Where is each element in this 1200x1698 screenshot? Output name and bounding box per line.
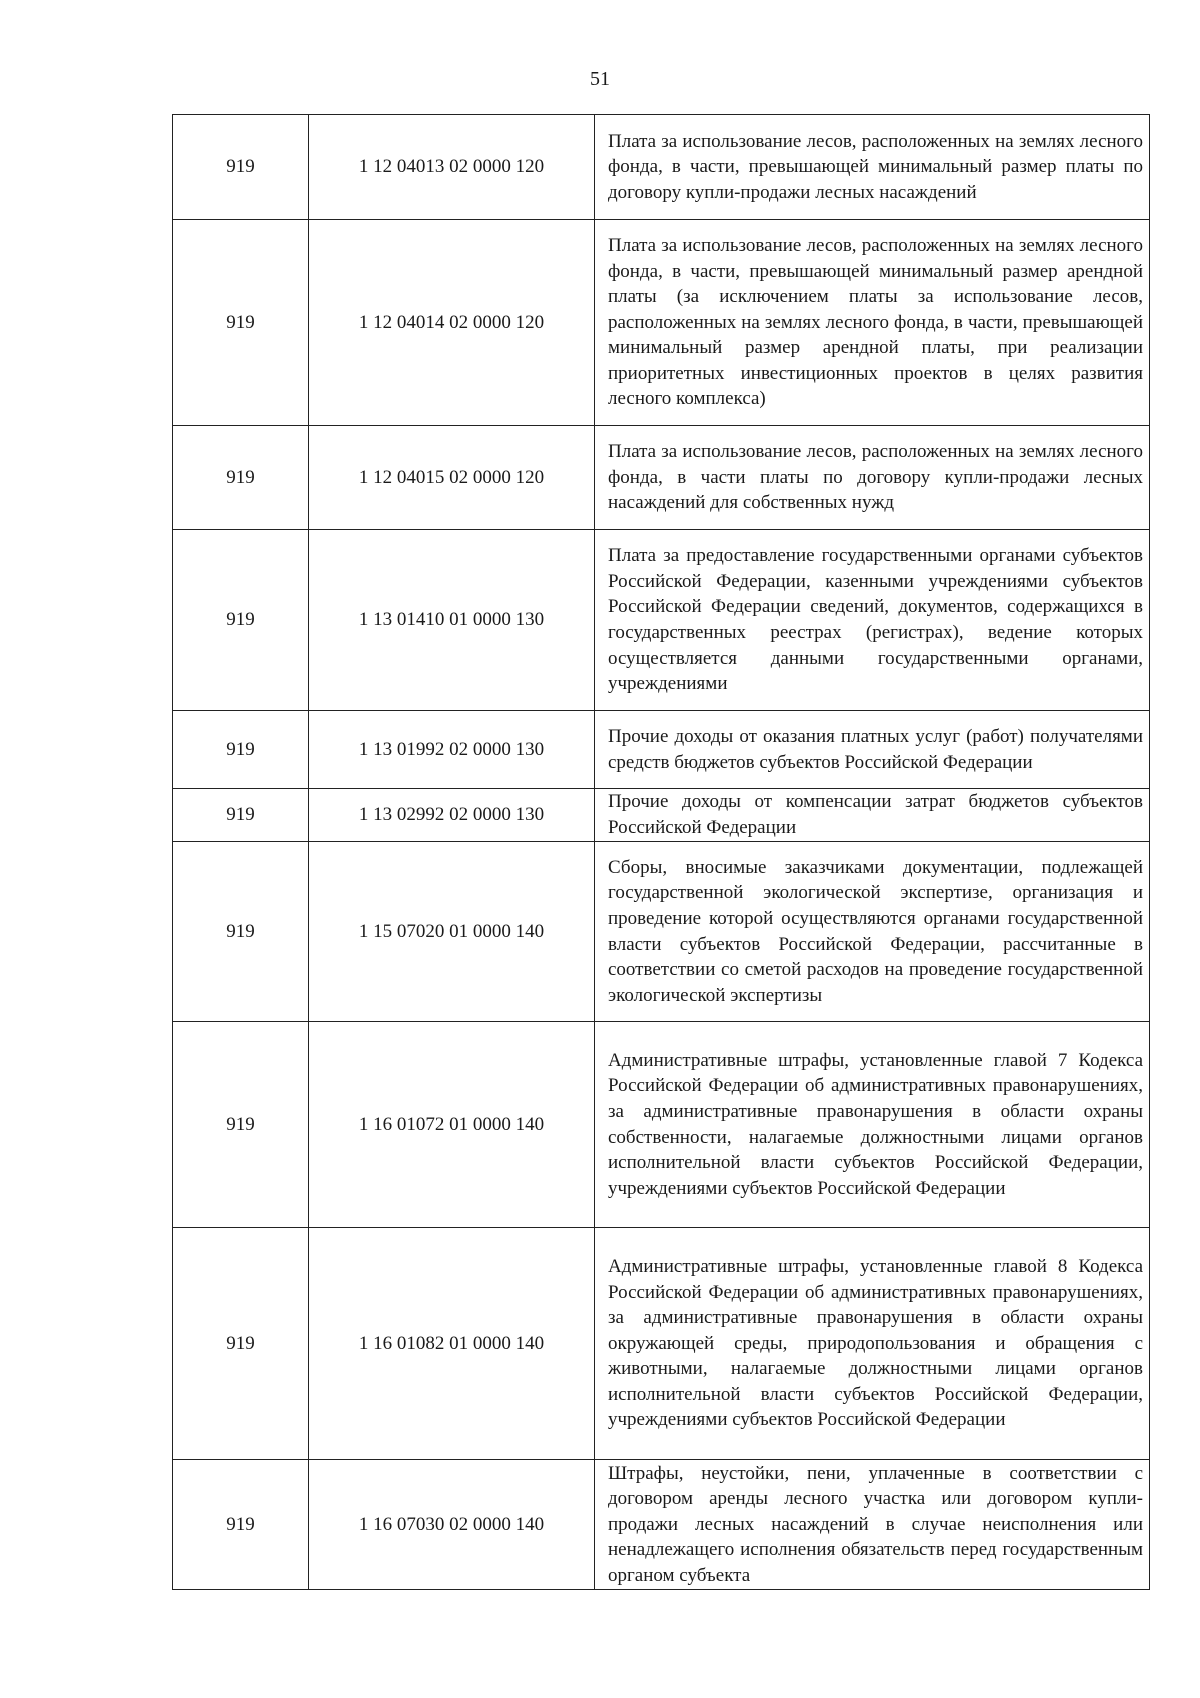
budget-code-cell: 1 12 04013 02 0000 120 — [309, 115, 595, 220]
table-row — [173, 530, 1150, 711]
table-row — [173, 115, 1150, 220]
page-number: 51 — [590, 68, 610, 90]
budget-code-cell: 1 13 01992 02 0000 130 — [309, 711, 595, 789]
description-cell: Плата за использование лесов, расположенных на землях лесного фонда, в части, превышающей минимальный размер арендной платы (за исключением платы за использование лесов, расположенных на землях лесного фонда, в части, превышающей минимальный размер арендной платы, при реализации приоритетных инвестиционных проектов в целях развития лесного комплекса) — [595, 220, 1150, 426]
admin-code-cell: 919 — [173, 1228, 309, 1460]
description-cell: Штрафы, неустойки, пени, уплаченные в соответствии с договором аренды лесного участка или договором купли-продажи лесных насаждений в случае неисполнения или ненадлежащего исполнения обязательств перед государственным органом субъекта — [595, 1460, 1150, 1590]
table-row — [173, 426, 1150, 530]
description-cell: Плата за использование лесов, расположенных на землях лесного фонда, в части платы по договору купли-продажи лесных насаждений для собственных нужд — [595, 426, 1150, 530]
description-cell: Административные штрафы, установленные главой 8 Кодекса Российской Федерации об административных правонарушениях, за административные правонарушения в области охраны окружающей среды, природопользования и обращения с животными, налагаемые должностными лицами органов исполнительной власти субъектов Российской Федерации, учреждениями субъектов Российской Федерации — [595, 1228, 1150, 1460]
budget-code-cell: 1 12 04015 02 0000 120 — [309, 426, 595, 530]
admin-code-cell: 919 — [173, 426, 309, 530]
description-cell: Сборы, вносимые заказчиками документации, подлежащей государственной экологической экспертизе, организация и проведение которой осуществляются органами государственной власти субъектов Российской Федерации, рассчитанные в соответствии со сметой расходов на проведение государственной экологической экспертизы — [595, 842, 1150, 1022]
admin-code-cell: 919 — [173, 115, 309, 220]
description-cell: Административные штрафы, установленные главой 7 Кодекса Российской Федерации об административных правонарушениях, за административные правонарушения в области охраны собственности, налагаемые должностными лицами органов исполнительной власти субъектов Российской Федерации, учреждениями субъектов Российской Федерации — [595, 1022, 1150, 1228]
table-row — [173, 711, 1150, 789]
table-row — [173, 220, 1150, 426]
table-row — [173, 842, 1150, 1022]
description-cell: Прочие доходы от компенсации затрат бюджетов субъектов Российской Федерации — [595, 789, 1150, 842]
admin-code-cell: 919 — [173, 789, 309, 842]
budget-code-cell: 1 15 07020 01 0000 140 — [309, 842, 595, 1022]
budget-code-cell: 1 16 01082 01 0000 140 — [309, 1228, 595, 1460]
budget-code-cell: 1 13 01410 01 0000 130 — [309, 530, 595, 711]
description-cell: Плата за использование лесов, расположенных на землях лесного фонда, в части, превышающей минимальный размер платы по договору купли-продажи лесных насаждений — [595, 115, 1150, 220]
table-row — [173, 789, 1150, 842]
admin-code-cell: 919 — [173, 1022, 309, 1228]
admin-code-cell: 919 — [173, 1460, 309, 1590]
table-row — [173, 1228, 1150, 1460]
table-row — [173, 1460, 1150, 1590]
admin-code-cell: 919 — [173, 711, 309, 789]
revenue-codes-table — [172, 114, 1150, 1590]
budget-code-cell: 1 16 01072 01 0000 140 — [309, 1022, 595, 1228]
description-cell: Плата за предоставление государственными органами субъектов Российской Федерации, казенными учреждениями субъектов Российской Федерации сведений, документов, содержащихся в государственных реестрах (регистрах), ведение которых осуществляется данными государственными органами, учреждениями — [595, 530, 1150, 711]
budget-code-cell: 1 16 07030 02 0000 140 — [309, 1460, 595, 1590]
budget-code-cell: 1 12 04014 02 0000 120 — [309, 220, 595, 426]
description-cell: Прочие доходы от оказания платных услуг (работ) получателями средств бюджетов субъектов Российской Федерации — [595, 711, 1150, 789]
table-row — [173, 1022, 1150, 1228]
budget-code-cell: 1 13 02992 02 0000 130 — [309, 789, 595, 842]
admin-code-cell: 919 — [173, 530, 309, 711]
admin-code-cell: 919 — [173, 842, 309, 1022]
admin-code-cell: 919 — [173, 220, 309, 426]
table-body — [173, 115, 1150, 1590]
